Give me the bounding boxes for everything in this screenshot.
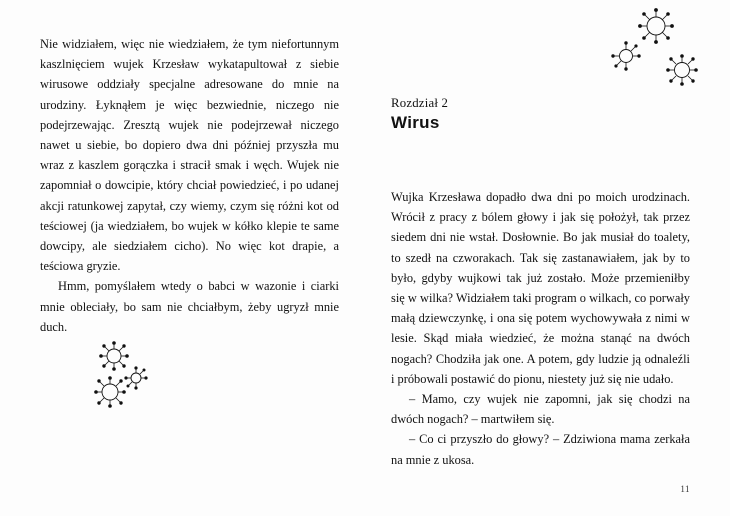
left-page-text [40, 34, 339, 337]
virus-cluster-left-lower-icon [84, 334, 160, 420]
paragraph: – Co ci przyszło do głowy? – Zdziwiona mama zerkała na mnie z ukosa. [391, 432, 690, 467]
virus-cluster-top-right-icon [594, 4, 704, 108]
page-number: 11 [680, 484, 690, 494]
paragraph: Hmm, pomyślałem wtedy o babci w wazonie i ciarki mnie obleciały, bo sam nie chciałbym, żeby ugryzł mnie duch. [40, 279, 339, 334]
paragraph: Nie widziałem, więc nie wiedziałem, że tym niefortunnym kaszlnięciem wujek Krzesław wykatapultował z siebie wirusowe oddziały specjalne adresowane do mnie na urodziny. Łyknąłem je więc bezwiednie, niczego nie podejrzewając. Zresztą wujek nie podejrzewał niczego nawet u siebie, bo dopiero dwa dni później przyszła mu wraz z kaszlem gorączka i stracił smak i węch. Wujek nie zapomniał o dowcipie, który chciał powiedzieć, i po udanej akcji ratunkowej zapytał, czy wiemy, czym się różni kot od teściowej (ja wiedziałem, bo wujek w kółko klepie te same dowcipy, ale siedziałem cicho). No więc kot drapie, a teściowa gryzie. [40, 37, 339, 274]
right-page-text [391, 187, 690, 470]
right-page [365, 0, 730, 516]
paragraph: – Mamo, czy wujek nie zapomni, jak się chodzi na dwóch nogach? – martwiłem się. [391, 392, 690, 427]
paragraph: Wujka Krzesława dopadło dwa dni po moich urodzinach. Wrócił z pracy z bólem głowy i jak się położył, tak przez siedem dni nie wstał. Dosłownie. Bo jak musiał do toalety, to szedł na czworakach. Tak się zastanawiałem, jak by to było, gdyby wujkowi tak już zostało. Może przemieniłby się w wilka? Widziałem taki program o wilkach, co porwały małą dziewczynkę, i ona się potem wychowywała z nimi w lesie. Skąd miała wiedzieć, że można stanąć na dwóch nogach? Chodziła jak one. A potem, gdy ludzie ją odnaleźli i próbowali postawić do pionu, niestety już się nie udało. [391, 190, 690, 386]
chapter-title: Wirus [391, 113, 440, 132]
chapter-number: Rozdział 2 [391, 96, 449, 110]
chapter-heading [391, 96, 690, 133]
